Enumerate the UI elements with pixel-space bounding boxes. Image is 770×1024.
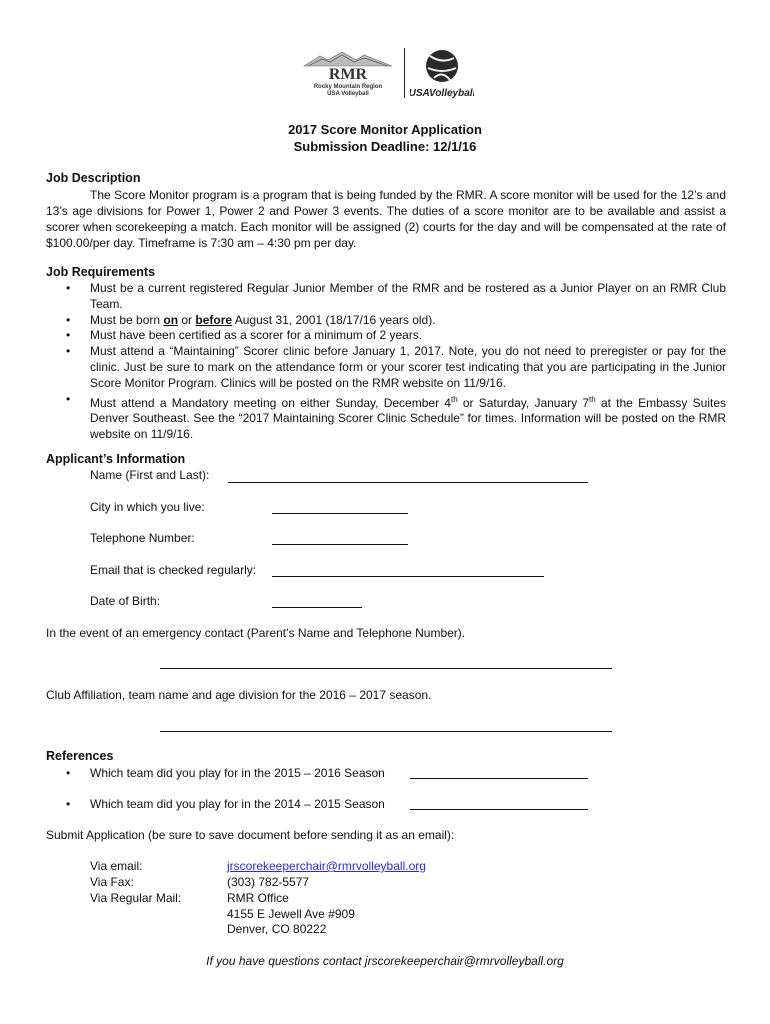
job-description-text: The Score Monitor program is a program that is being funded by the RMR. A score monitor will be used for the 12’s and 13’s age divisions for Power 1, Power 2 and Power 3 events. The duties of a score monitor are to be available and assist a scorer when scorekeeping a match. Each monitor will be assigned (2) courts for the day and will be compensated at the rate of $100.00/per day. Timeframe is 7:30 am – 4:30 pm per day.	[46, 188, 726, 250]
dob-field[interactable]	[272, 607, 362, 608]
reference-q1-field[interactable]	[410, 778, 588, 779]
logo-divider	[404, 48, 405, 98]
footer-contact: If you have questions contact jrscorekeeperchair@rmrvolleyball.org	[206, 954, 564, 968]
city-field[interactable]	[272, 513, 408, 514]
bullet-icon: •	[66, 797, 71, 811]
rmr-logo-text: RMR	[328, 66, 368, 83]
dob-label: Date of Birth:	[90, 594, 161, 608]
references-heading: References	[46, 749, 114, 763]
reference-q1-label: Which team did you play for in the 2015 – 2016 Season	[90, 766, 385, 780]
rmr-logo-line2: USA Volleyball	[327, 91, 369, 97]
submit-intro: Submit Application (be sure to save document before sending it as an email):	[46, 828, 455, 842]
emergency-label: In the event of an emergency contact (Parent’s Name and Telephone Number).	[46, 626, 466, 640]
name-label: Name (First and Last):	[90, 468, 210, 482]
requirement-item: • Must attend a Mandatory meeting on either Sunday, December 4th or Saturday, January 7th at the Embassy Suites Denver Southeast. See the “2017 Maintaining Scorer Clinic Schedule” for times. Information will be posted on the RMR website on 11/9/16.	[66, 391, 726, 442]
title-line1: 2017 Score Monitor Application	[288, 122, 482, 137]
requirement-item: • Must be a current registered Regular Junior Member of the RMR and be rostered as a Junior Player on an RMR Club Team.	[66, 281, 726, 311]
mail-line3: Denver, CO 80222	[227, 922, 327, 936]
requirement-item: • Must have been certified as a scorer for a minimum of 2 years.	[66, 328, 423, 343]
via-email-label: Via email:	[90, 859, 143, 873]
via-mail-label: Via Regular Mail:	[90, 891, 182, 905]
title-line2: Submission Deadline: 12/1/16	[293, 139, 477, 154]
club-field[interactable]	[160, 731, 612, 732]
job-requirements-heading: Job Requirements	[46, 265, 156, 279]
usa-volleyball-logo	[410, 46, 474, 102]
email-link[interactable]: jrscorekeeperchair@rmrvolleyball.org	[227, 859, 426, 873]
phone-field[interactable]	[272, 544, 408, 545]
name-field[interactable]	[228, 482, 588, 483]
emergency-field[interactable]	[160, 668, 612, 669]
job-description-heading: Job Description	[46, 171, 141, 185]
requirement-item: • Must attend a “Maintaining” Scorer clinic before January 1, 2017. Note, you do not need to preregister or pay for the clinic. Just be sure to mark on the attendance form or your scorer test indicating that you are participating in the Junior Score Monitor Program. Clinics will be posted on the RMR website on 11/9/16.	[66, 344, 726, 390]
email-field[interactable]	[272, 576, 544, 577]
via-fax-label: Via Fax:	[90, 875, 134, 889]
rmr-logo	[298, 46, 398, 100]
bullet-icon: •	[66, 766, 71, 780]
fax-number: (303) 782-5577	[227, 875, 310, 889]
requirement-item: • Must be born on or before August 31, 2001 (18/17/16 years old).	[66, 312, 436, 327]
club-label: Club Affiliation, team name and age division for the 2016 – 2017 season.	[46, 688, 432, 702]
rmr-logo-line1: Rocky Mountain Region	[313, 84, 383, 90]
job-requirements-list	[64, 281, 726, 443]
mail-line1: RMR Office	[227, 891, 289, 905]
email-label: Email that is checked regularly:	[90, 563, 257, 577]
applicant-heading: Applicant’s Information	[46, 452, 186, 466]
phone-label: Telephone Number:	[90, 531, 195, 545]
reference-q2-field[interactable]	[410, 809, 588, 810]
mail-line2: 4155 E Jewell Ave #909	[227, 907, 355, 921]
usav-logo-text: USAVolleyball	[410, 88, 474, 99]
reference-q2-label: Which team did you play for in the 2014 – 2015 Season	[90, 797, 385, 811]
city-label: City in which you live:	[90, 500, 205, 514]
